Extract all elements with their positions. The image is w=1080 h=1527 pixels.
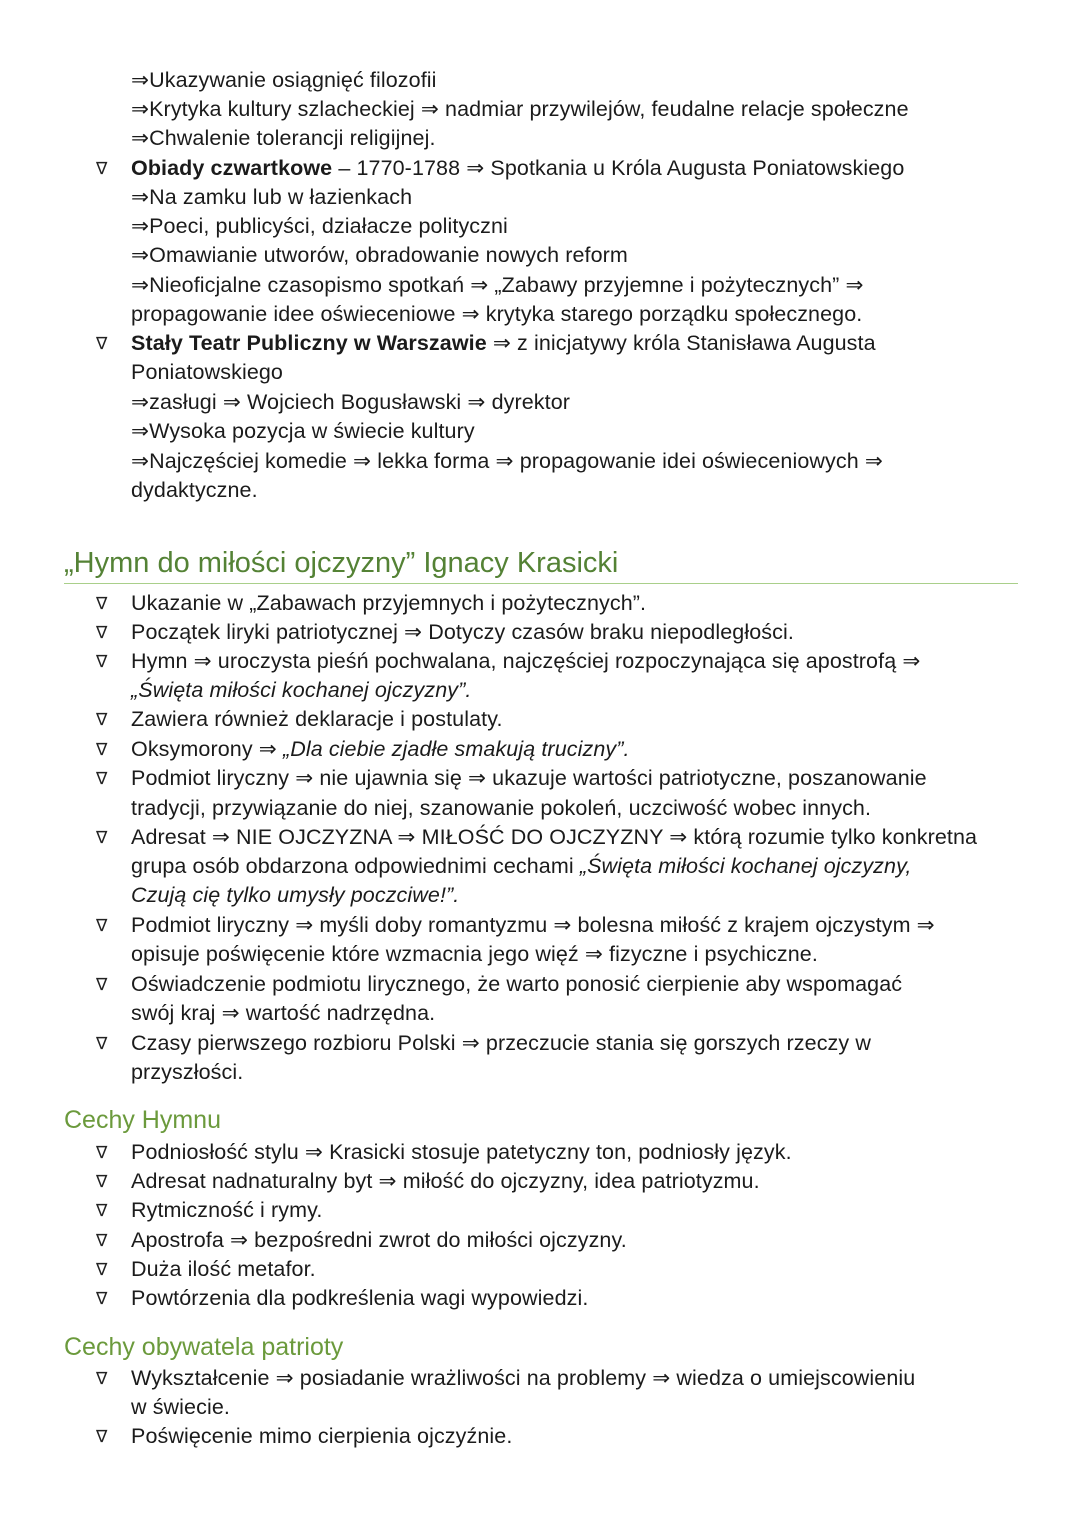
hymn-bullet: Czasy pierwszego rozbioru Polski ⇒ przeczucie stania się gorszych rzeczy w bbox=[131, 1031, 871, 1055]
bullet-triangle-icon: ∇ bbox=[96, 1427, 108, 1446]
cechy-hymnu-bullet: Powtórzenia dla podkreślenia wagi wypowiedzi. bbox=[131, 1286, 589, 1310]
hymn-bullet bbox=[131, 735, 630, 764]
hymn-bullet-cont bbox=[131, 881, 459, 910]
intro-line: ⇒Ukazywanie osiągnięć filozofii bbox=[131, 68, 437, 92]
bullet-triangle-icon: ∇ bbox=[96, 1231, 108, 1250]
bullet-triangle-icon: ∇ bbox=[96, 623, 108, 642]
cechy-hymnu-bullet: Adresat nadnaturalny byt ⇒ miłość do ojczyzny, idea patriotyzmu. bbox=[131, 1169, 760, 1193]
hymn-text: Oksymorony ⇒ bbox=[131, 737, 283, 761]
bullet-triangle-icon: ∇ bbox=[96, 159, 108, 178]
obiady-line: ⇒Na zamku lub w łazienkach bbox=[131, 185, 413, 209]
teatr-line: ⇒Najczęściej komedie ⇒ lekka forma ⇒ propagowanie idei oświeceniowych ⇒ bbox=[131, 449, 883, 473]
hymn-text: grupa osób obdarzona odpowiednimi cechami bbox=[131, 854, 580, 878]
cechy-hymnu-heading: Cechy Hymnu bbox=[64, 1106, 221, 1134]
teatr-line: ⇒zasługi ⇒ Wojciech Bogusławski ⇒ dyrektor bbox=[131, 390, 571, 414]
hymn-bullet: Adresat ⇒ NIE OJCZYZNA ⇒ MIŁOŚĆ DO OJCZYZNY ⇒ którą rozumie tylko konkretna bbox=[131, 825, 978, 849]
hymn-quote: „Święta miłości kochanej ojczyzny”. bbox=[131, 678, 472, 702]
hymn-heading: „Hymn do miłości ojczyzny” Ignacy Krasicki bbox=[64, 547, 619, 579]
bullet-triangle-icon: ∇ bbox=[96, 1260, 108, 1279]
hymn-bullet-cont bbox=[131, 676, 471, 705]
intro-line: ⇒Krytyka kultury szlacheckiej ⇒ nadmiar przywilejów, feudalne relacje społeczne bbox=[131, 97, 909, 121]
cechy-hymnu-bullet: Rytmiczność i rymy. bbox=[131, 1198, 323, 1222]
obiady-line: propagowanie idee oświeceniowe ⇒ krytyka starego porządku społecznego. bbox=[131, 302, 863, 326]
teatr-heading-line bbox=[131, 329, 876, 358]
obiady-term: Obiady czwartkowe bbox=[131, 156, 333, 180]
teatr-line: dydaktyczne. bbox=[131, 478, 258, 502]
obiady-line: ⇒Poeci, publicyści, działacze polityczni bbox=[131, 214, 508, 238]
hymn-bullet-cont: przyszłości. bbox=[131, 1060, 244, 1084]
bullet-triangle-icon: ∇ bbox=[96, 334, 108, 353]
bullet-triangle-icon: ∇ bbox=[96, 916, 108, 935]
teatr-rest: ⇒ z inicjatywy króla Stanisława Augusta bbox=[486, 331, 876, 355]
hymn-bullet-cont: tradycji, przywiązanie do niej, szanowanie pokoleń, uczciwość wobec innych. bbox=[131, 796, 872, 820]
bullet-triangle-icon: ∇ bbox=[96, 1172, 108, 1191]
obiady-line: ⇒Omawianie utworów, obradowanie nowych reform bbox=[131, 243, 628, 267]
cechy-hymnu-bullet: Podniosłość stylu ⇒ Krasicki stosuje patetyczny ton, podniosły język. bbox=[131, 1140, 792, 1164]
bullet-triangle-icon: ∇ bbox=[96, 975, 108, 994]
cechy-hymnu-bullet: Apostrofa ⇒ bezpośredni zwrot do miłości ojczyzny. bbox=[131, 1228, 627, 1252]
hymn-bullet: Zawiera również deklaracje i postulaty. bbox=[131, 707, 503, 731]
teatr-line: ⇒Wysoka pozycja w świecie kultury bbox=[131, 419, 475, 443]
bullet-triangle-icon: ∇ bbox=[96, 769, 108, 788]
cechy-obywatela-bullet: Wykształcenie ⇒ posiadanie wrażliwości na problemy ⇒ wiedza o umiejscowieniu bbox=[131, 1366, 916, 1390]
hymn-bullet-cont bbox=[131, 852, 911, 881]
bullet-triangle-icon: ∇ bbox=[96, 652, 108, 671]
teatr-line: Poniatowskiego bbox=[131, 360, 283, 384]
hymn-bullet: Podmiot liryczny ⇒ myśli doby romantyzmu ⇒ bolesna miłość z krajem ojczystym ⇒ bbox=[131, 913, 935, 937]
bullet-triangle-icon: ∇ bbox=[96, 1289, 108, 1308]
bullet-triangle-icon: ∇ bbox=[96, 1034, 108, 1053]
hymn-quote: Czują cię tylko umysły poczciwe!”. bbox=[131, 883, 460, 907]
bullet-triangle-icon: ∇ bbox=[96, 1143, 108, 1162]
cechy-obywatela-heading: Cechy obywatela patrioty bbox=[64, 1333, 344, 1361]
obiady-heading-line bbox=[131, 154, 904, 183]
bullet-triangle-icon: ∇ bbox=[96, 740, 108, 759]
hymn-bullet: Początek liryki patriotycznej ⇒ Dotyczy czasów braku niepodległości. bbox=[131, 620, 794, 644]
bullet-triangle-icon: ∇ bbox=[96, 710, 108, 729]
heading-underline bbox=[64, 583, 1018, 584]
hymn-bullet: Podmiot liryczny ⇒ nie ujawnia się ⇒ ukazuje wartości patriotyczne, poszanowanie bbox=[131, 766, 927, 790]
hymn-bullet-cont: opisuje poświęcenie które wzmacnia jego więź ⇒ fizyczne i psychiczne. bbox=[131, 942, 818, 966]
teatr-term: Stały Teatr Publiczny w Warszawie bbox=[131, 331, 487, 355]
hymn-quote: „Dla ciebie zjadłe smakują trucizny”. bbox=[282, 737, 630, 761]
bullet-triangle-icon: ∇ bbox=[96, 1201, 108, 1220]
hymn-bullet: Oświadczenie podmiotu lirycznego, że warto ponosić cierpienie aby wspomagać bbox=[131, 972, 903, 996]
bullet-triangle-icon: ∇ bbox=[96, 828, 108, 847]
intro-line: ⇒Chwalenie tolerancji religijnej. bbox=[131, 126, 436, 150]
hymn-bullet: Ukazanie w „Zabawach przyjemnych i pożytecznych”. bbox=[131, 591, 647, 615]
hymn-quote: „Święta miłości kochanej ojczyzny, bbox=[579, 854, 912, 878]
hymn-bullet: Hymn ⇒ uroczysta pieśń pochwalana, najczęściej rozpoczynająca się apostrofą ⇒ bbox=[131, 649, 921, 673]
cechy-hymnu-bullet: Duża ilość metafor. bbox=[131, 1257, 316, 1281]
cechy-obywatela-bullet: Poświęcenie mimo cierpienia ojczyźnie. bbox=[131, 1424, 513, 1448]
cechy-obywatela-bullet-cont: w świecie. bbox=[131, 1395, 230, 1419]
obiady-rest: – 1770-1788 ⇒ Spotkania u Króla Augusta Poniatowskiego bbox=[332, 156, 905, 180]
obiady-line: ⇒Nieoficjalne czasopismo spotkań ⇒ „Zabawy przyjemne i pożytecznych” ⇒ bbox=[131, 273, 864, 297]
bullet-triangle-icon: ∇ bbox=[96, 1369, 108, 1388]
bullet-triangle-icon: ∇ bbox=[96, 594, 108, 613]
hymn-bullet-cont: swój kraj ⇒ wartość nadrzędna. bbox=[131, 1001, 436, 1025]
